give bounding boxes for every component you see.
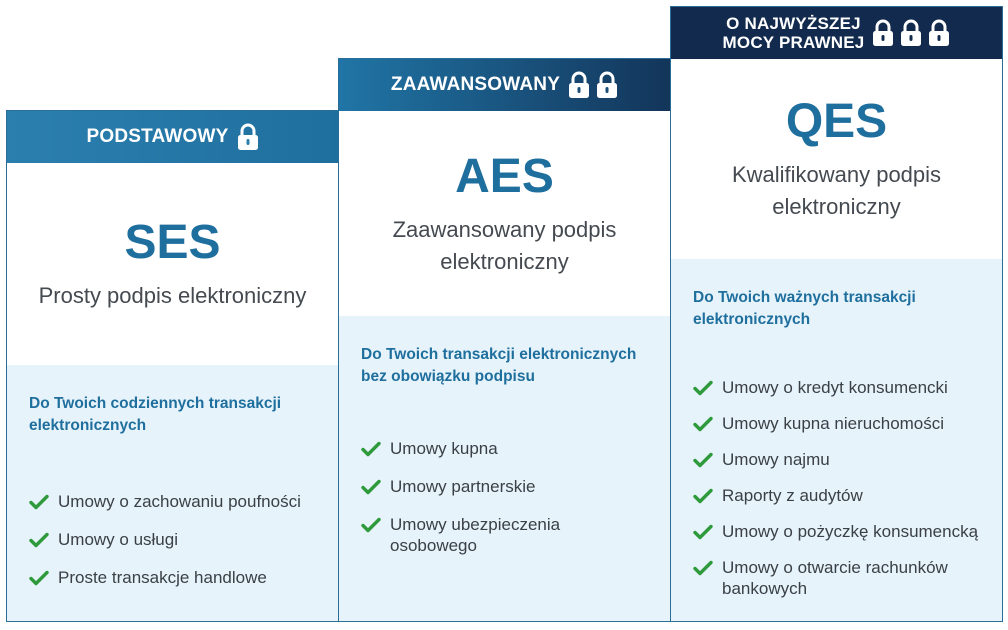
tier-acronym: QES [785, 95, 888, 148]
list-item [693, 377, 980, 398]
tier-header-label: O NAJWYŻSZEJ MOCY PRAWNEJ [722, 14, 865, 52]
checkmark-icon [29, 494, 49, 510]
tier-intro: Do Twoich ważnych transakcji elektronicznych [693, 289, 916, 328]
lock-icon [900, 19, 922, 47]
list-item [29, 567, 316, 588]
list-item-label: Umowy o pożyczkę konsumencką [722, 522, 979, 541]
lock-icon [237, 123, 259, 151]
list-item-label: Umowy najmu [722, 450, 830, 469]
tier-card-ses [6, 110, 339, 622]
tier-header-label: ZAAWANSOWANY [390, 74, 561, 95]
tier-header [7, 111, 338, 163]
list-item-label: Raporty z audytów [722, 486, 863, 505]
checkmark-icon [693, 560, 713, 576]
list-item [29, 491, 316, 512]
list-item-label: Proste transakcje handlowe [58, 568, 267, 587]
tier-card-aes [338, 58, 671, 622]
checkmark-icon [29, 570, 49, 586]
list-item-label: Umowy partnerskie [390, 477, 536, 496]
lock-icon [568, 71, 590, 99]
list-item-label: Umowy o zachowaniu poufności [58, 492, 301, 511]
lock-icon [596, 71, 618, 99]
use-case-list [693, 377, 980, 599]
list-item [693, 521, 980, 542]
tier-use-cases [671, 259, 1002, 621]
tier-use-cases [339, 316, 670, 621]
tier-intro: Do Twoich transakcji elektronicznych bez obowiązku podpisu [361, 346, 637, 385]
list-item [693, 485, 980, 506]
checkmark-icon [361, 441, 381, 457]
list-item-label: Umowy ubezpieczenia osobowego [390, 515, 561, 555]
checkmark-icon [693, 416, 713, 432]
use-case-list [29, 491, 316, 588]
list-item [693, 413, 980, 434]
lock-icon [928, 19, 950, 47]
list-item-label: Umowy o kredyt konsumencki [722, 378, 948, 397]
tier-header [671, 7, 1002, 59]
list-item-label: Umowy kupna nieruchomości [722, 414, 945, 433]
lock-group [237, 123, 259, 151]
tier-full-name: Prosty podpis elektroniczny [38, 283, 307, 308]
tier-header [339, 59, 670, 111]
list-item [29, 529, 316, 550]
list-item-label: Umowy o usługi [58, 530, 178, 549]
tier-summary [339, 111, 670, 316]
checkmark-icon [693, 524, 713, 540]
tier-summary [7, 163, 338, 365]
tier-header-label: PODSTAWOWY [86, 126, 229, 147]
tier-full-name: Kwalifikowany podpis elektroniczny [731, 162, 942, 219]
list-item-label: Umowy kupna [390, 439, 498, 458]
tier-card-qes [670, 6, 1003, 622]
list-item [693, 557, 980, 599]
lock-group [872, 19, 950, 47]
checkmark-icon [693, 488, 713, 504]
checkmark-icon [693, 452, 713, 468]
list-item [693, 449, 980, 470]
tier-use-cases [7, 365, 338, 621]
checkmark-icon [361, 479, 381, 495]
lock-icon [872, 19, 894, 47]
tier-intro: Do Twoich codziennych transakcji elektronicznych [29, 395, 282, 434]
tier-acronym: SES [124, 216, 221, 269]
list-item [361, 438, 648, 459]
checkmark-icon [693, 380, 713, 396]
list-item-label: Umowy o otwarcie rachunków bankowych [722, 558, 948, 598]
list-item [361, 476, 648, 497]
tier-acronym: AES [455, 149, 554, 203]
checkmark-icon [361, 517, 381, 533]
tier-summary [671, 59, 1002, 259]
list-item [361, 514, 648, 556]
tier-full-name: Zaawansowany podpis elektroniczny [392, 216, 617, 274]
lock-group [568, 71, 618, 99]
checkmark-icon [29, 532, 49, 548]
use-case-list [361, 438, 648, 556]
